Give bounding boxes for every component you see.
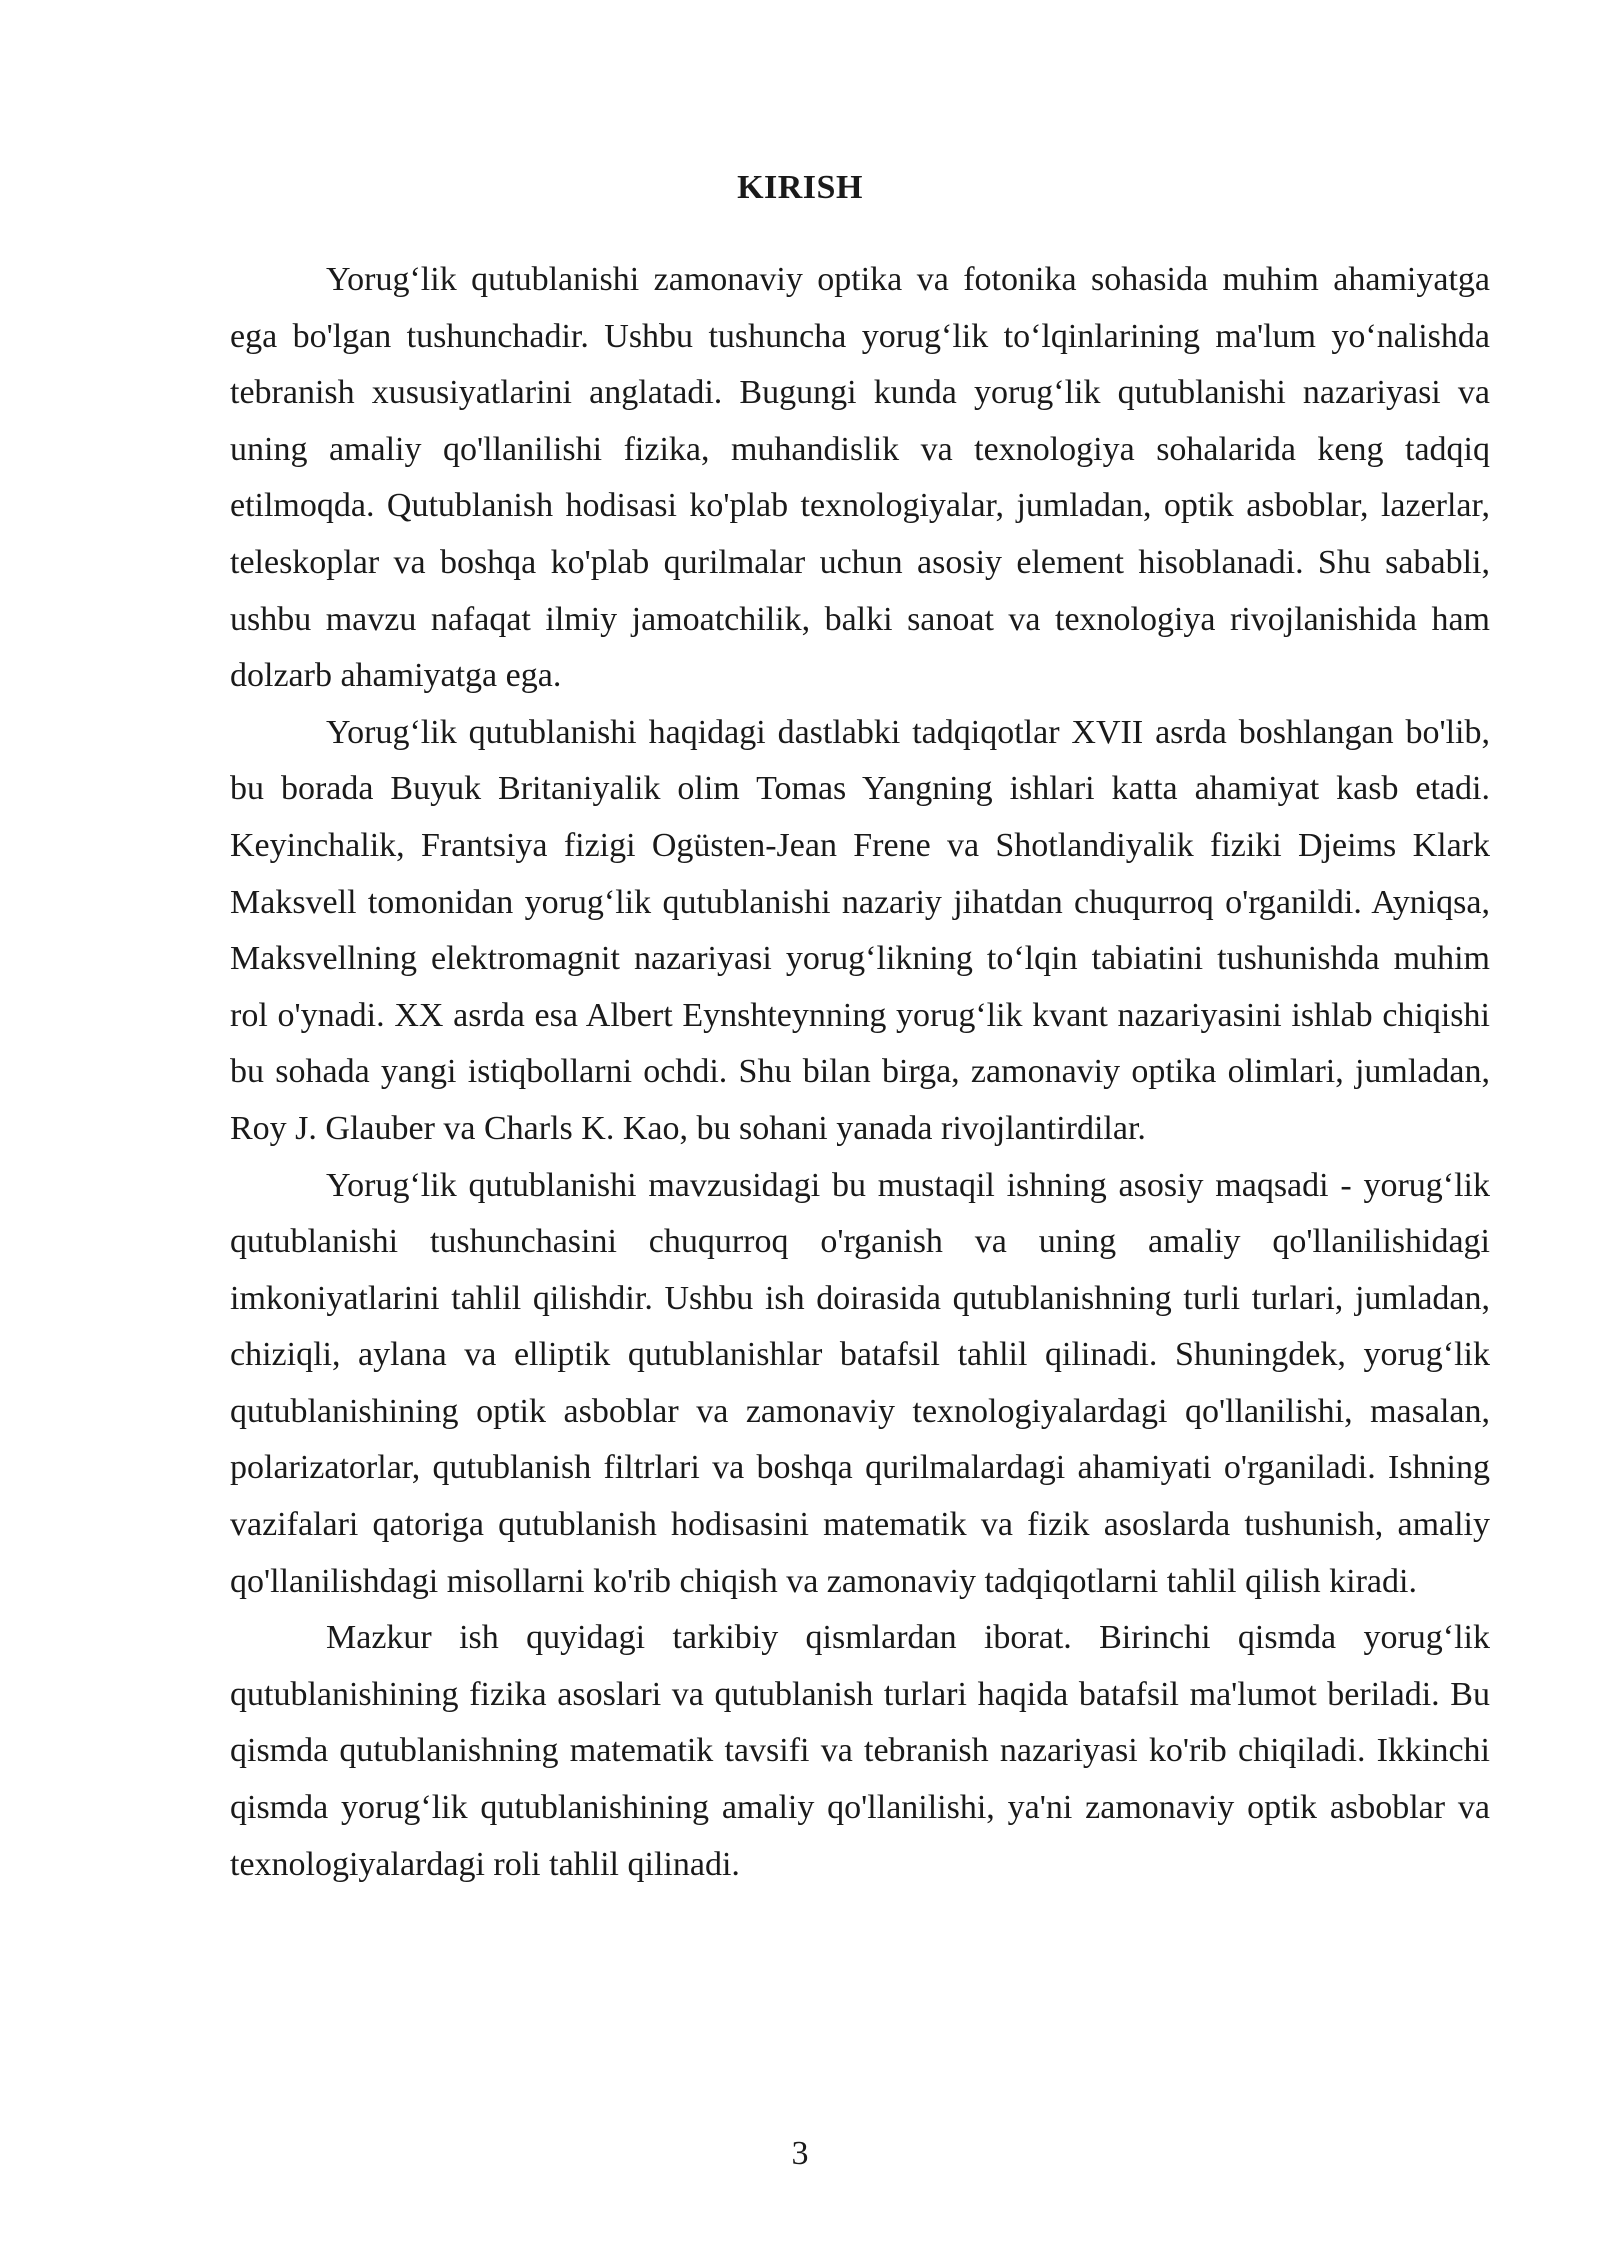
- page-number: 3: [791, 2135, 809, 2172]
- paragraph-4: Mazkur ish quyidagi tarkibiy qismlardan iborat. Birinchi qismda yorug‘lik qutublanishining fizika asoslari va qutublanish turlari haqida batafsil ma'lumot beriladi. Bu qismda qutublanishning matematik tavsifi va tebranish nazariyasi ko'rib chiqiladi. Ikkinchi qismda yorug‘lik qutublanishining amaliy qo'llanilishi, ya'ni zamonaviy optik asboblar va texnologiyalardagi roli tahlil qilinadi.: [230, 1619, 1490, 1883]
- paragraph-3: Yorug‘lik qutublanishi mavzusidagi bu mustaqil ishning asosiy maqsadi - yorug‘lik qutublanishi tushunchasini chuqurroq o'rganish va uning amaliy qo'llanilishidagi imkoniyatlarini tahlil qilishdir. Ushbu ish doirasida qutublanishning turli turlari, jumladan, chiziqli, aylana va elliptik qutublanishlar batafsil tahlil qilinadi. Shuningdek, yorug‘lik qutublanishining optik asboblar va zamonaviy texnologiyalardagi qo'llanilishi, masalan, polarizatorlar, qutublanish filtrlari va boshqa qurilmalardagi ahamiyati o'rganiladi. Ishning vazifalari qatoriga qutublanish hodisasini matematik va fizik asoslarda tushunish, amaliy qo'llanilishdagi misollarni ko'rib chiqish va zamonaviy tadqiqotlarni tahlil qilish kiradi.: [230, 1166, 1490, 1600]
- paragraph-2: Yorug‘lik qutublanishi haqidagi dastlabki tadqiqotlar XVII asrda boshlangan bo'lib, bu borada Buyuk Britaniyalik olim Tomas Yangning ishlari katta ahamiyat kasb etadi. Keyinchalik, Frantsiya fizigi Ogüsten-Jean Frene va Shotlandiyalik fiziki Djeims Klark Maksvell tomonidan yorug‘lik qutublanishi nazariy jihatdan chuqurroq o'rganildi. Ayniqsa, Maksvellning elektromagnit nazariyasi yorug‘likning to‘lqin tabiatini tushunishda muhim rol o'ynadi. XX asrda esa Albert Eynshteynning yorug‘lik kvant nazariyasini ishlab chiqishi bu sohada yangi istiqbollarni ochdi. Shu bilan birga, zamonaviy optika olimlari, jumladan, Roy J. Glauber va Charls K. Kao, bu sohani yanada rivojlantirdilar.: [230, 713, 1490, 1147]
- page-title: KIRISH: [737, 169, 863, 206]
- paragraph-1: Yorug‘lik qutublanishi zamonaviy optika va fotonika sohasida muhim ahamiyatga ega bo'lgan tushunchadir. Ushbu tushuncha yorug‘lik to‘lqinlarining ma'lum yo‘nalishda tebranish xususiyatlarini anglatadi. Bugungi kunda yorug‘lik qutublanishi nazariyasi va uning amaliy qo'llanilishi fizika, muhandislik va texnologiya sohalarida keng tadqiq etilmoqda. Qutublanish hodisasi ko'plab texnologiyalar, jumladan, optik asboblar, lazerlar, teleskoplar va boshqa ko'plab qurilmalar uchun asosiy element hisoblanadi. Shu sababli, ushbu mavzu nafaqat ilmiy jamoatchilik, balki sanoat va texnologiya rivojlanishida ham dolzarb ahamiyatga ega.: [230, 261, 1490, 695]
- document-body: [230, 252, 1490, 1893]
